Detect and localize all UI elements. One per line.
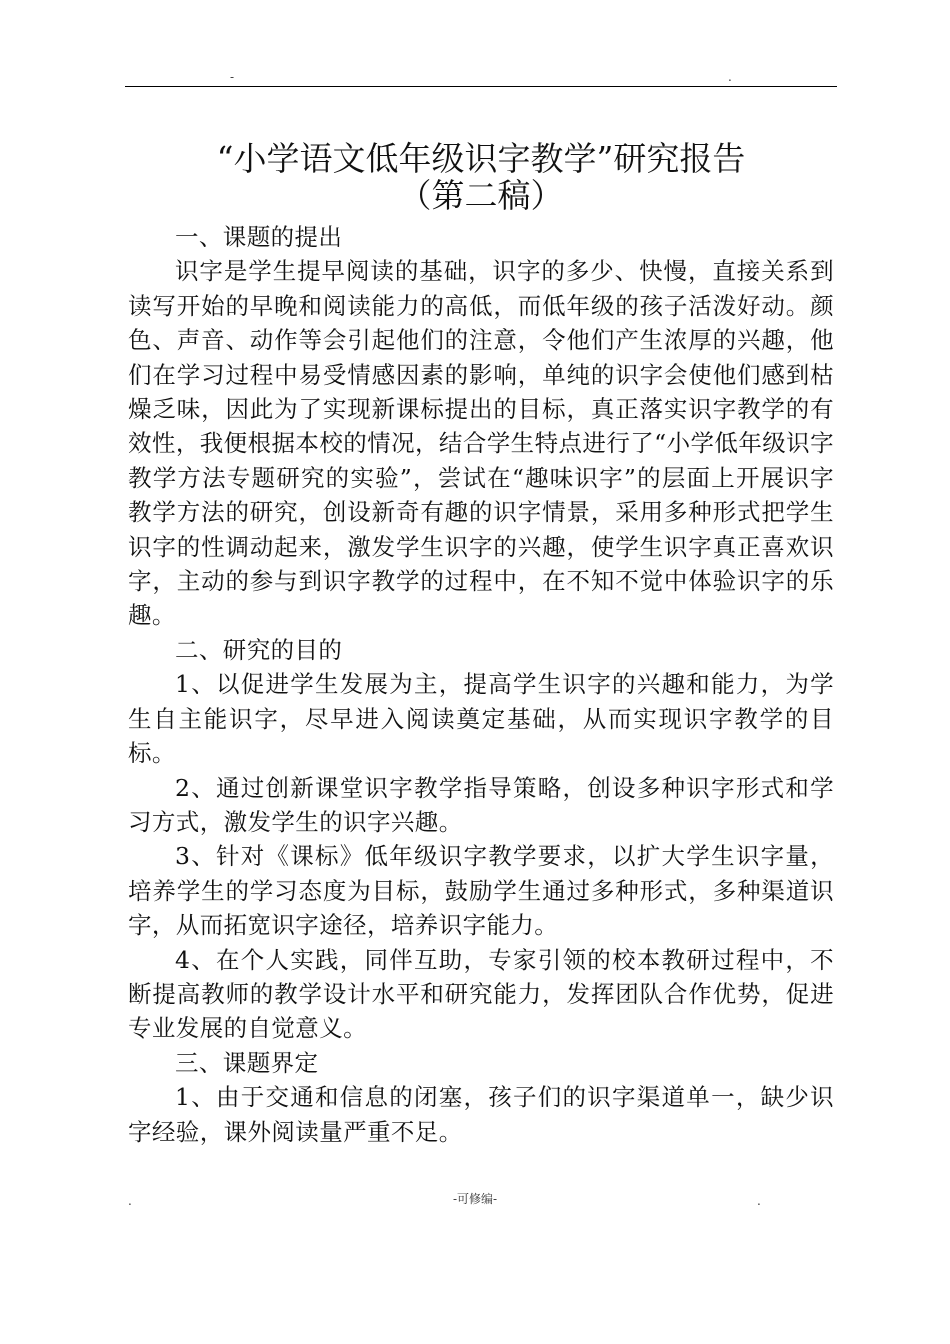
footer-center-text: -可修编- — [452, 1192, 498, 1206]
paragraph-goal-4: 4、在个人实践，同伴互助，专家引领的校本教研过程中，不断提高教师的教学设计水平和研究能力，发挥团队合作优势，促进专业发展的自觉意义。 — [128, 945, 834, 1043]
section-heading-1: 一、课题的提出 — [175, 223, 343, 251]
header-left-mark: - — [230, 70, 235, 84]
document-title: “小学语文低年级识字教学”研究报告 — [216, 139, 746, 178]
header-right-mark: . — [728, 70, 732, 84]
footer-left-mark: . — [128, 1194, 132, 1208]
paragraph-goal-1: 1、以促进学生发展为主，提高学生识字的兴趣和能力，为学生自主能识字，尽早进入阅读奠定基础，从而实现识字教学的目标。 — [128, 670, 834, 768]
document-body — [128, 140, 834, 1149]
header-rule — [125, 86, 837, 87]
paragraph-intro: 识字是学生提早阅读的基础，识字的多少、快慢，直接关系到读写开始的早晚和阅读能力的高低，而低年级的孩子活泼好动。颜色、声音、动作等会引起他们的注意，令他们产生浓厚的兴趣，他们在学习过程中易受情感因素的影响，单纯的识字会使他们感到枯燥乏味，因此为了实现新课标提出的目标，真正落实识字教学的有效性，我便根据本校的情况，结合学生特点进行了“小学低年级识字教学方法专题研究的实验”，尝试在“趣味识字”的层面上开展识字教学方法的研究，创设新奇有趣的识字情景，采用多种形式把学生识字的性调动起来，激发学生识字的兴趣，使学生识字真正喜欢识字，主动的参与到识字教学的过程中，在不知不觉中体验识字的乐趣。 — [128, 257, 834, 630]
section-heading-3: 三、课题界定 — [175, 1048, 319, 1077]
document-subtitle: （第二稿） — [398, 176, 564, 215]
section-heading-2: 二、研究的目的 — [175, 635, 343, 664]
paragraph-goal-2: 2、通过创新课堂识字教学指导策略，创设多种识字形式和学习方式，激发学生的识字兴趣。 — [128, 773, 834, 836]
paragraph-definition-1: 1、由于交通和信息的闭塞，孩子们的识字渠道单一，缺少识字经验，课外阅读量严重不足。 — [128, 1083, 834, 1146]
footer-right-mark: . — [757, 1194, 761, 1208]
paragraph-goal-3: 3、针对《课标》低年级识字教学要求，以扩大学生识字量，培养学生的学习态度为目标，鼓励学生通过多种形式，多种渠道识字，从而拓宽识字途径，培养识字能力。 — [128, 842, 834, 940]
